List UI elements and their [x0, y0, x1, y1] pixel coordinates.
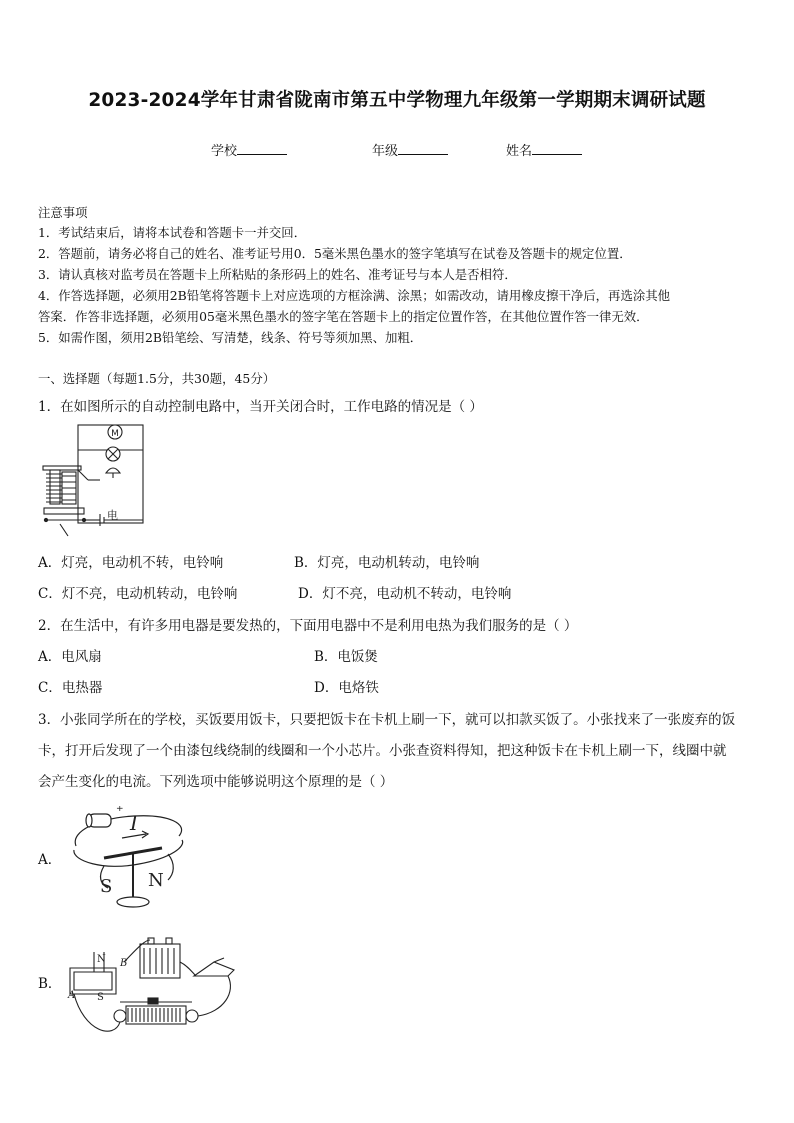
- school-label: 学校: [211, 144, 238, 159]
- school-field: [211, 140, 287, 159]
- q2-option-c[interactable]: C．电热器: [38, 680, 103, 696]
- note-item: 4．作答选择题，必须用2B铅笔将答题卡上对应选项的方框涂满、涂黑；如需改动，请用橡皮擦干净后，再选涂其他: [38, 288, 671, 303]
- current-label: I: [130, 811, 138, 835]
- note-item: 1．考试结束后，请将本试卷和答题卡一并交回．: [38, 225, 307, 240]
- motor-symbol: M: [111, 429, 119, 439]
- q2-option-b[interactable]: B．电饭煲: [314, 649, 378, 665]
- magnet-s-label: S: [97, 992, 104, 1003]
- school-blank: [237, 141, 287, 155]
- note-item: 3．请认真核对监考员在答题卡上所粘贴的条形码上的姓名、准考证号与本人是否相符．: [38, 267, 517, 282]
- q1-option-a[interactable]: A．灯亮，电动机不转，电铃响: [38, 555, 224, 571]
- magnet-n-label: N: [97, 954, 106, 965]
- svg-text:+: +: [116, 806, 124, 814]
- q1-option-d[interactable]: D．灯不亮，电动机不转动，电铃响: [298, 586, 512, 602]
- page-title: 2023-2024学年甘肃省陇南市第五中学物理九年级第一学期期末调研试题: [88, 90, 706, 111]
- point-a-label: A: [68, 990, 76, 1001]
- section-heading: 一、选择题（每题1.5分，共30题，45分）: [38, 371, 276, 386]
- q3-option-a-figure[interactable]: [64, 806, 194, 914]
- q3-option-b-label[interactable]: B．: [38, 976, 62, 992]
- name-label: 姓名: [506, 144, 533, 159]
- q3-option-a-label[interactable]: A．: [38, 852, 62, 868]
- q1-circuit-figure: [40, 420, 150, 540]
- note-item: 2．答题前，请务必将自己的姓名、准考证号用0．5毫米黑色墨水的签字笔填写在试卷及答题卡的规定位置．: [38, 246, 632, 261]
- point-b-label: B: [120, 958, 128, 969]
- question-2-stem: 2．在生活中，有许多用电器是要发热的，下面用电器中不是利用电热为我们服务的是（ ）: [38, 618, 578, 634]
- name-field: [506, 140, 582, 159]
- question-3-stem-line: 卡，打开后发现了一个由漆包线绕制的线圈和一个小芯片。小张查资料得知，把这种饭卡在卡机上刷一下，线圈中就: [38, 743, 727, 759]
- north-pole-label: N: [148, 870, 164, 891]
- q1-option-c[interactable]: C．灯不亮，电动机转动，电铃响: [38, 586, 238, 602]
- name-blank: [532, 141, 582, 155]
- grade-blank: [398, 141, 448, 155]
- q2-option-d[interactable]: D．电烙铁: [314, 680, 379, 696]
- question-3-stem-line: 会产生变化的电流。下列选项中能够说明这个原理的是（ ）: [38, 774, 394, 790]
- question-3-stem-line: 3．小张同学所在的学校，买饭要用饭卡，只要把饭卡在卡机上刷一下，就可以扣款买饭了。小张找来了一张废弃的饭: [38, 712, 736, 728]
- question-1-stem: 1．在如图所示的自动控制电路中，当开关闭合时，工作电路的情况是（ ）: [38, 399, 483, 415]
- q3-option-b-figure[interactable]: [64, 932, 244, 1044]
- q2-option-a[interactable]: A．电风扇: [38, 649, 102, 665]
- note-item: 答案．作答非选择题，必须用05毫米黑色墨水的签字笔在答题卡上的指定位置作答，在其他位置作答一律无效．: [38, 309, 649, 324]
- south-pole-label: S: [100, 876, 113, 897]
- note-item: 5．如需作图，须用2B铅笔绘、写清楚，线条、符号等须加黑、加粗．: [38, 330, 423, 345]
- q1-option-b[interactable]: B．灯亮，电动机转动，电铃响: [294, 555, 480, 571]
- q1-figure-label: 电: [107, 509, 118, 522]
- grade-field: [372, 140, 448, 159]
- grade-label: 年级: [372, 144, 399, 159]
- notes-heading: 注意事项: [38, 205, 88, 220]
